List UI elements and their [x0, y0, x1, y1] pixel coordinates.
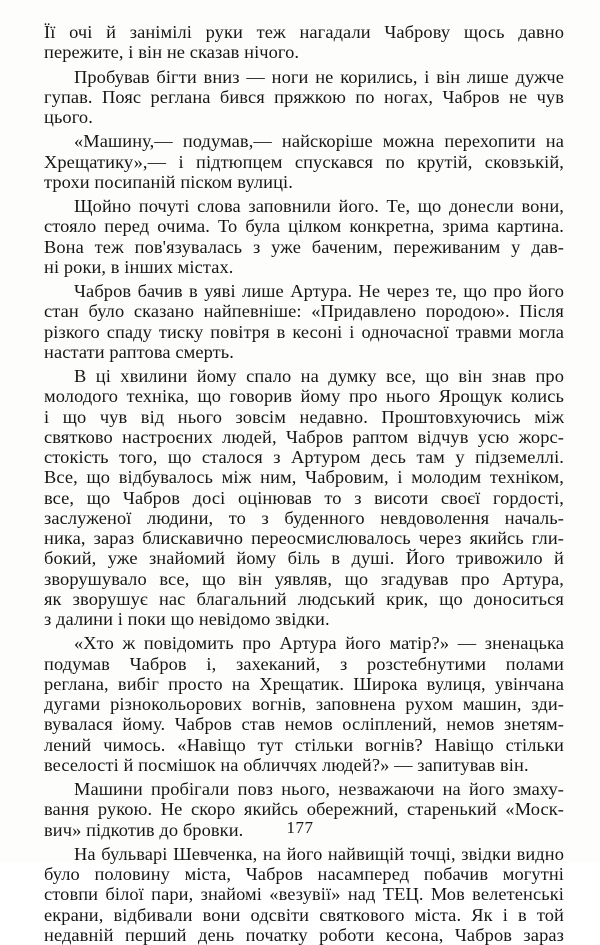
text-line: вувалася йому. Чабров став немов осліплений, немов знетям-	[44, 714, 564, 735]
body-text	[44, 22, 564, 945]
text-line: молодого техніка, що говорив йому про нього Ярощук колись	[44, 386, 564, 407]
text-line: святково настроєних людей, Чабров раптом відчув усю жорс-	[44, 426, 564, 447]
text-line: все, що Чабров досі оцінював то з висоти своєї гордості,	[44, 487, 564, 508]
text-line: Чабров бачив в уяві лише Артура. Не через те, що про його	[74, 281, 564, 301]
text-line: стан було сказано найпевніше: «Придавлено породою». Після	[44, 301, 564, 322]
text-line: стовпи білої пари, знайомі «везувії» над ТЕЦ. Мов велетенські	[44, 884, 564, 905]
text-line: різкого спаду тиску повітря в кесоні і одночасної травми могла	[44, 321, 564, 342]
text-line: було половину міста, Чабров насамперед побачив могутні	[44, 864, 564, 884]
text-line: ника, зараз блискавично переосмислювалось через якийсь гли-	[44, 528, 564, 548]
text-line: як зворушує нас благальний людський крик, що доноситься	[44, 588, 564, 609]
text-line: цього.	[44, 107, 93, 127]
text-line: дугами різнокольорових вогнів, заповнена рухом машин, зди-	[44, 694, 564, 714]
text-line: бокий, уже знайомий йому біль в душі. Його тривожило й	[44, 548, 564, 569]
text-line: і що чув від нього зовсім недавно. Проштовхуючись між	[44, 406, 564, 427]
text-line: веселості й посмішок на обличчях людей?» — запитував він.	[44, 754, 529, 775]
text-line: На бульварі Шевченка, на його найвищій точці, звідки видно	[74, 843, 564, 864]
text-line: Щойно почуті слова заповнили його. Те, що донесли вони,	[74, 196, 564, 216]
text-line: заслуженої людини, то з буденного невдоволення началь-	[44, 507, 564, 528]
text-line: лений чимось. «Навіщо тут стільки вогнів? Навіщо стільки	[44, 734, 564, 755]
text-line: зворушувало все, що він уявляв, що згадував про Артура,	[44, 568, 564, 589]
text-line: вання рукою. Не скоро якийсь обережний, старенький «Моск-	[44, 799, 564, 820]
text-line: «Машину,— подумав,— найскоріше можна перехопити на	[74, 131, 564, 152]
text-line: «Хто ж повідомить про Артура його матір?» — зненацька	[74, 633, 564, 654]
text-line: подумав Чабров і, захеканий, з розстебнутими полами	[44, 653, 564, 674]
text-line: екрани, відбивали вони одсвіти святкового міста. Як і в той	[44, 904, 564, 925]
page-number: 177	[286, 818, 314, 837]
text-line: Вона теж пов'язувалась з уже баченим, переживаним у дав-	[44, 236, 564, 257]
text-line: стояло перед очима. То була цілком конкретна, зрима картина.	[44, 216, 564, 237]
text-line: гупав. Пояс реглана бився пряжкою по ногах, Чабров не чув	[44, 86, 564, 107]
text-line: пережите, і він не сказав нічого.	[44, 42, 300, 63]
text-line: реглана, вибіг просто на Хрещатик. Широка вулиця, увінчана	[44, 673, 564, 694]
text-line: недавній перший день початку роботи кесона, Чабров зараз	[44, 924, 564, 945]
text-line: стокість того, що сталося з Артуром десь там у підземеллі.	[44, 447, 564, 467]
text-line: Хрещатику»,— і підтюпцем спускався по крутій, сковзькій,	[44, 151, 564, 172]
text-line: В ці хвилини йому спало на думку все, що він знав про	[74, 366, 564, 386]
text-line: настати раптова смерть.	[44, 341, 234, 362]
text-line: Пробував бігти вниз — ноги не корились, і він лише дужче	[74, 66, 564, 87]
text-line: Машини пробігали повз нього, незважаючи на його змаху-	[74, 779, 564, 799]
text-line: вич» підкотив до бровки.	[44, 819, 244, 840]
text-line: Все, що відбувалось між ним, Чабровим, і молодим техніком,	[44, 467, 564, 488]
text-line: Її очі й занімілі руки теж нагадали Чаброву щось давно	[44, 22, 564, 42]
text-line: ні роки, в інших містах.	[44, 256, 234, 277]
text-line: трохи посипаній піском вулиці.	[44, 171, 293, 192]
text-line: з далини і поки що невідомо звідки.	[44, 609, 330, 629]
